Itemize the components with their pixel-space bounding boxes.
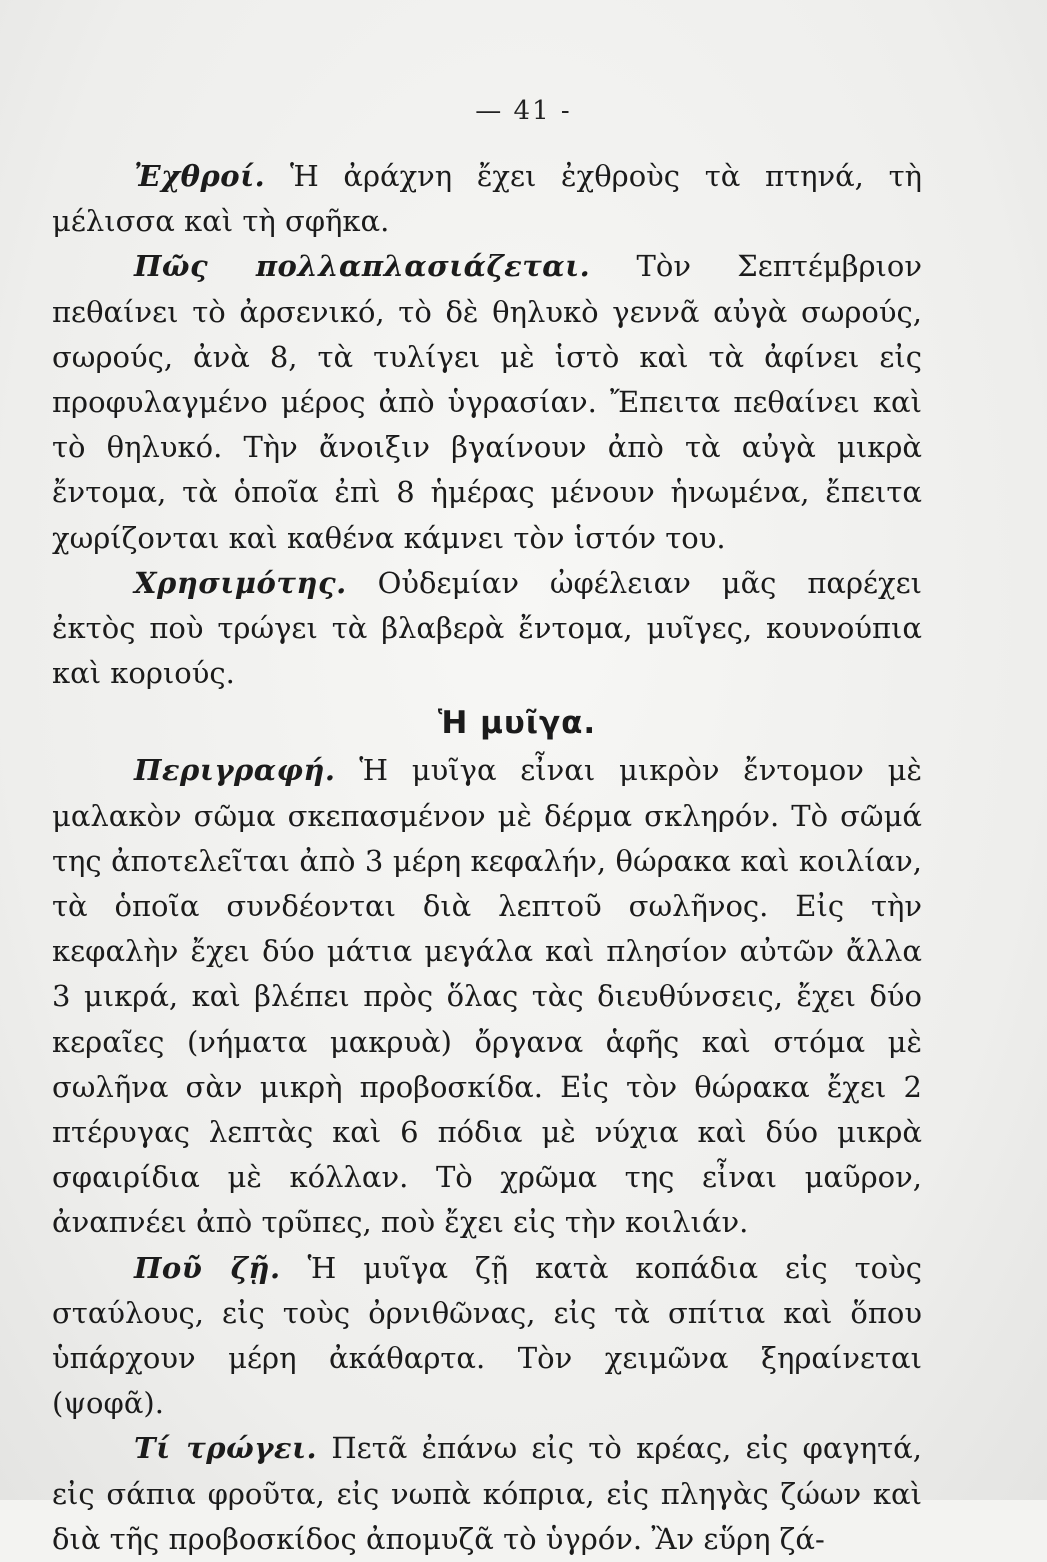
paragraph-food: [52, 1426, 922, 1562]
paragraph-enemies: [52, 154, 922, 244]
page-number: — 41 -: [475, 96, 572, 126]
paragraph-multiplication: [52, 244, 922, 560]
section-title-fly: Ἡ μυῖγα.: [437, 705, 597, 742]
heading-enemies: Ἐχθροί.: [134, 159, 266, 193]
body-habitat: Ἡ μυῖγα ζῇ κατὰ κοπάδια εἰς τοὺς σταύλους, εἰς τοὺς ὀρνιθῶνας, εἰς τὰ σπίτια καὶ ὅπου ὑπάρχουν μέρη ἀκάθαρτα. Τὸν χειμῶνα ξηραίνεται (ψοφᾶ).: [52, 1250, 922, 1421]
heading-multiplication: Πῶς πολλαπλασιάζεται.: [134, 249, 591, 284]
heading-food: Τί τρώγει.: [134, 1431, 318, 1466]
body-enemies: Ἡ ἀράχνη ἔχει ἐχθροὺς τὰ πτηνά, τὴ μέλισσα καὶ τὴ σφῆκα.: [52, 159, 922, 239]
paragraph-description: [52, 748, 922, 1245]
heading-description: Περιγραφή.: [134, 753, 336, 788]
paragraph-usefulness: [52, 561, 922, 697]
paragraph-habitat: [52, 1246, 922, 1427]
heading-habitat: Ποῦ ζῇ.: [134, 1250, 281, 1285]
page-text: [52, 154, 922, 1562]
heading-usefulness: Χρησιμότης.: [134, 565, 347, 600]
body-usefulness: Οὐδεμίαν ὠφέλειαν μᾶς παρέχει ἐκτὸς ποὺ τρώγει τὰ βλαβερὰ ἔντομα, μυῖγες, κουνούπια καὶ κοριούς.: [52, 565, 922, 691]
body-description: Ἡ μυῖγα εἶναι μικρὸν ἔντομον μὲ μαλακὸν σῶμα σκεπασμένον μὲ δέρμα σκληρόν. Τὸ σῶμά της ἀποτελεῖται ἀπὸ 3 μέρη κεφαλήν, θώρακα καὶ κοιλίαν, τὰ ὁποῖα συνδέονται διὰ λεπτοῦ σωλῆνος. Εἰς τὴν κεφαλὴν ἔχει δύο μάτια μεγάλα καὶ πλησίον αὐτῶν ἄλλα 3 μικρά, καὶ βλέπει πρὸς ὅλας τὰς διευθύνσεις, ἔχει δύο κεραῖες (νήματα μακρυὰ) ὄργανα ἁφῆς καὶ στόμα μὲ σωλῆνα σὰν μικρὴ προβοσκίδα. Εἰς τὸν θώρακα ἔχει 2 πτέρυγας λεπτὰς καὶ 6 πόδια μὲ νύχια καὶ δύο μικρὰ σφαιρίδια μὲ κόλλαν. Τὸ χρῶμα της εἶναι μαῦρον, ἀναπνέει ἀπὸ τρῦπες, ποὺ ἔχει εἰς τὴν κοιλιάν.: [52, 753, 922, 1240]
body-food: Πετᾶ ἐπάνω εἰς τὸ κρέας, εἰς φαγητά, εἰς σάπια φροῦτα, εἰς νωπὰ κόπρια, εἰς πληγὰς ζώων καὶ διὰ τῆς προβοσκίδος ἀπομυζᾶ τὸ ὑγρόν. Ἂν εὕρη ζά-: [52, 1431, 922, 1556]
body-multiplication: Τὸν Σεπτέμβριον πεθαίνει τὸ ἀρσενικό, τὸ δὲ θηλυκὸ γεννᾶ αὐγὰ σωρούς, σωρούς, ἀνὰ 8, τὰ τυλίγει μὲ ἱστὸ καὶ τὰ ἀφίνει εἰς προφυλαγμένο μέρος ἀπὸ ὑγρασίαν. Ἔπειτα πεθαίνει καὶ τὸ θηλυκό. Τὴν ἄνοιξιν βγαίνουν ἀπὸ τὰ αὐγὰ μικρὰ ἔντομα, τὰ ὁποῖα ἐπὶ 8 ἡμέρας μένουν ἡνωμένα, ἔπειτα χωρίζονται καὶ καθένα κάμνει τὸν ἱστόν του.: [52, 249, 922, 555]
